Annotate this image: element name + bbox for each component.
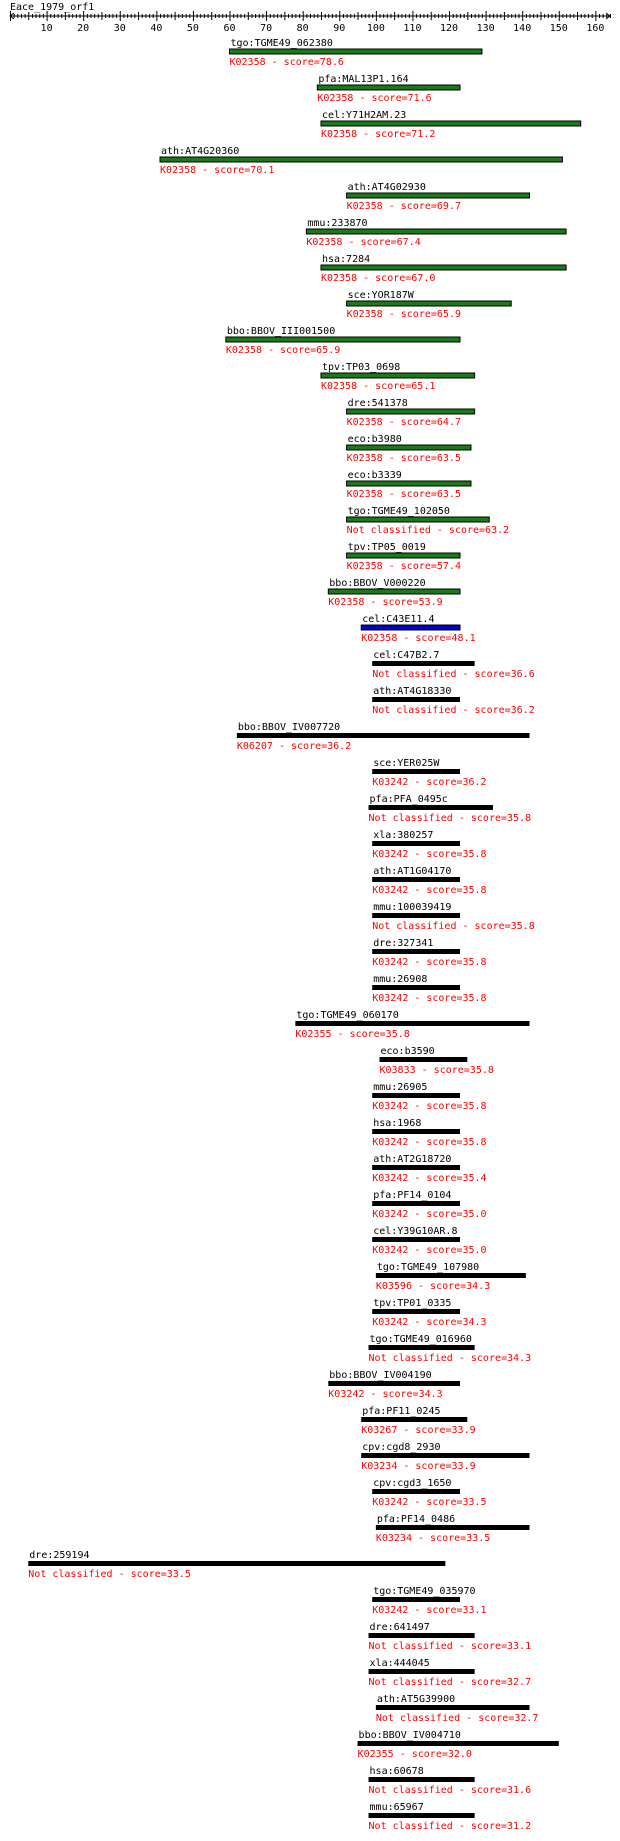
hit-bar	[358, 1741, 559, 1746]
hit-bar	[376, 1273, 526, 1278]
hit-name[interactable]: bbo:BBOV_IV004190	[329, 1370, 432, 1381]
hit-row[interactable]	[358, 1730, 559, 1760]
hit-row[interactable]	[380, 1046, 494, 1076]
hit-row[interactable]	[369, 1802, 532, 1832]
hit-name[interactable]: hsa:60678	[369, 1766, 424, 1777]
hit-ko-score[interactable]: Not classified - score=31.6	[368, 1785, 532, 1796]
hit-name[interactable]: ath:AT4G02930	[347, 182, 426, 193]
hit-row[interactable]	[369, 1658, 532, 1688]
hit-ko-score[interactable]: K03242 - score=35.0	[372, 1209, 487, 1220]
hit-bar	[347, 409, 475, 414]
hit-bar	[295, 1021, 529, 1026]
hit-row[interactable]	[369, 1334, 532, 1364]
hit-ko-score[interactable]: K03242 - score=34.3	[328, 1389, 443, 1400]
hit-ko-score[interactable]: K03242 - score=34.3	[372, 1317, 487, 1328]
hit-name[interactable]: eco:b3339	[347, 470, 402, 481]
hit-bar	[347, 445, 471, 450]
ruler-tick-label: 120	[439, 23, 459, 34]
hit-ko-score[interactable]: K03242 - score=35.8	[372, 849, 487, 860]
hit-bar	[372, 1489, 460, 1494]
hit-name[interactable]: eco:b3980	[347, 434, 402, 445]
hit-bar	[369, 1633, 475, 1638]
hit-ko-score[interactable]: Not classified - score=33.5	[28, 1569, 191, 1580]
hit-name[interactable]: tgo:TGME49_102050	[347, 506, 450, 517]
hit-ko-score[interactable]: K02358 - score=78.6	[229, 57, 344, 68]
hit-bar	[380, 1057, 468, 1062]
hit-bar	[230, 49, 482, 54]
hit-bar	[347, 481, 471, 486]
hit-row[interactable]	[361, 1406, 475, 1436]
hit-name[interactable]: dre:259194	[29, 1550, 90, 1561]
hit-ko-score[interactable]: K02358 - score=65.1	[320, 381, 436, 392]
hit-row[interactable]	[230, 38, 482, 68]
hit-ko-score[interactable]: K02358 - score=69.7	[346, 201, 461, 212]
hit-name[interactable]: eco:b3590	[380, 1046, 435, 1057]
hit-bar	[369, 1669, 475, 1674]
hit-ko-score[interactable]: Not classified - score=35.8	[372, 921, 535, 932]
hit-name[interactable]: sce:YER025W	[373, 758, 440, 769]
ruler-tick-label: 30	[113, 23, 126, 34]
ruler-tick-label: 50	[186, 23, 199, 34]
hit-ko-score[interactable]: Not classified - score=32.7	[375, 1713, 539, 1724]
hit-bar	[376, 1705, 530, 1710]
hit-ko-score[interactable]: K02355 - score=32.0	[357, 1749, 472, 1760]
hit-bar	[160, 157, 562, 162]
hit-bar	[328, 1381, 460, 1386]
hit-row[interactable]	[347, 506, 510, 536]
hit-row[interactable]	[372, 866, 486, 896]
hit-bar	[372, 841, 460, 846]
hit-name[interactable]: hsa:7284	[321, 254, 371, 265]
hit-name[interactable]: tpv:TP01_0335	[373, 1298, 452, 1309]
hit-row[interactable]	[369, 794, 532, 824]
hit-ko-score[interactable]: K03833 - score=35.8	[379, 1065, 494, 1076]
hit-row[interactable]	[328, 578, 460, 608]
hit-name[interactable]: cel:Y71H2AM.23	[321, 110, 407, 121]
hit-name[interactable]: xla:380257	[373, 830, 434, 841]
hit-name[interactable]: tgo:TGME49_107980	[376, 1262, 480, 1273]
hit-name[interactable]: ath:AT1G04170	[373, 866, 452, 877]
hit-bar	[306, 229, 566, 234]
hit-bar	[372, 1129, 460, 1134]
hit-ko-score[interactable]: K02358 - score=63.5	[346, 453, 461, 464]
hit-row[interactable]	[376, 1262, 526, 1292]
hit-row[interactable]	[328, 1370, 460, 1400]
hit-name[interactable]: cel:Y39G10AR.8	[373, 1226, 458, 1237]
hit-ko-score[interactable]: K03242 - score=35.0	[372, 1245, 487, 1256]
hit-ko-score[interactable]: K02358 - score=71.6	[317, 93, 432, 104]
ruler-tick-label: 70	[260, 23, 273, 34]
hit-row[interactable]	[376, 1514, 530, 1544]
ruler-tick-label: 150	[549, 23, 568, 34]
hit-row[interactable]	[372, 1586, 486, 1616]
hit-ko-score[interactable]: K03242 - score=35.8	[372, 885, 487, 896]
hit-name[interactable]: mmu:65967	[369, 1802, 424, 1813]
hit-name[interactable]: tgo:TGME49_016960	[369, 1334, 472, 1345]
hit-row[interactable]	[372, 938, 486, 968]
hit-ko-score[interactable]: K03242 - score=35.8	[372, 993, 487, 1004]
hit-name[interactable]: pfa:PFA_0495c	[369, 794, 448, 805]
hit-bar	[347, 553, 460, 558]
hit-ko-score[interactable]: K02355 - score=35.8	[295, 1029, 410, 1040]
hit-bar	[372, 985, 460, 990]
hit-ko-score[interactable]: K02358 - score=65.9	[225, 345, 341, 356]
hit-bar	[372, 1597, 460, 1602]
hit-row[interactable]	[306, 218, 566, 248]
hit-row[interactable]	[361, 614, 475, 644]
hit-name[interactable]: bbo:BBOV_IV007720	[237, 722, 341, 733]
hit-bar	[361, 1417, 467, 1422]
hit-name[interactable]: tgo:TGME49_062380	[230, 38, 333, 49]
hit-bar	[321, 373, 475, 378]
hit-bar	[369, 1777, 475, 1782]
hit-ko-score[interactable]: K02358 - score=53.9	[328, 597, 443, 608]
hit-name[interactable]: tgo:TGME49_035970	[373, 1586, 476, 1597]
hit-row[interactable]	[372, 902, 535, 932]
hit-ko-score[interactable]: Not classified - score=36.6	[372, 669, 535, 680]
hit-bar	[372, 769, 460, 774]
ruler-tick-label: 90	[333, 23, 346, 34]
hit-name[interactable]: mmu:233870	[307, 218, 368, 229]
hit-row[interactable]	[347, 290, 512, 320]
hit-bar	[369, 1345, 475, 1350]
hit-bar	[372, 661, 474, 666]
hit-ko-score[interactable]: Not classified - score=31.2	[368, 1821, 532, 1832]
hit-name[interactable]: pfa:MAL13P1.164	[318, 74, 409, 85]
hit-row[interactable]	[372, 1154, 486, 1184]
hit-row[interactable]	[372, 1226, 486, 1256]
hit-row[interactable]	[347, 542, 461, 572]
hit-name[interactable]: ath:AT5G39900	[376, 1694, 456, 1705]
hit-bar	[376, 1525, 530, 1530]
hit-row[interactable]	[372, 1190, 486, 1220]
hit-name[interactable]: sce:YOR187W	[347, 290, 414, 301]
hit-name[interactable]: tpv:TP05_0019	[347, 542, 426, 553]
position-ruler	[10, 11, 611, 34]
hit-row[interactable]	[372, 758, 486, 788]
hit-row[interactable]	[372, 1478, 486, 1508]
hit-row[interactable]	[28, 1550, 445, 1580]
hit-bar	[369, 1813, 475, 1818]
hit-name[interactable]: mmu:100039419	[373, 902, 452, 913]
hit-name[interactable]: pfa:PF14_0486	[376, 1514, 456, 1525]
ruler-tick-label: 20	[77, 23, 90, 34]
hit-name[interactable]: dre:641497	[369, 1622, 430, 1633]
hit-ko-score[interactable]: Not classified - score=36.2	[372, 705, 535, 716]
hit-bar	[372, 697, 460, 702]
hit-ko-score[interactable]: K03242 - score=35.8	[372, 957, 487, 968]
hit-ko-score[interactable]: K03242 - score=33.1	[372, 1605, 487, 1616]
hit-name[interactable]: cpv:cgd3_1650	[373, 1478, 452, 1489]
hit-ko-score[interactable]: Not classified - score=35.8	[368, 813, 532, 824]
hit-row[interactable]	[369, 1766, 532, 1796]
ruler-tick-label: 40	[150, 23, 163, 34]
hit-row[interactable]	[226, 326, 460, 356]
hit-bar	[226, 337, 460, 342]
hit-bar	[372, 949, 460, 954]
ruler-tick-label: 110	[403, 23, 422, 34]
hit-ko-score[interactable]: K02358 - score=63.5	[346, 489, 461, 500]
hit-ko-score[interactable]: K03242 - score=35.8	[372, 1101, 487, 1112]
hit-bar	[372, 1309, 460, 1314]
hit-row[interactable]	[372, 830, 486, 860]
hit-name[interactable]: cel:C47B2.7	[373, 650, 440, 661]
hit-row[interactable]	[321, 362, 475, 392]
hit-row[interactable]	[372, 1118, 486, 1148]
hit-ko-score[interactable]: K02358 - score=64.7	[346, 417, 461, 428]
ruler-tick-label: 100	[366, 23, 385, 34]
hit-row[interactable]	[321, 110, 581, 140]
hit-row[interactable]	[347, 434, 471, 464]
hit-name[interactable]: ath:AT2G18720	[373, 1154, 452, 1165]
hit-row[interactable]	[237, 722, 530, 752]
hit-bar	[372, 1165, 460, 1170]
hit-bar	[321, 265, 566, 270]
hit-name[interactable]: tpv:TP03_0698	[321, 362, 401, 373]
ruler-tick-label: 160	[586, 23, 605, 34]
hit-bar	[369, 805, 493, 810]
hit-row[interactable]	[295, 1010, 529, 1040]
hit-bar	[347, 517, 490, 522]
hit-bar	[372, 1237, 460, 1242]
hit-ko-score[interactable]: K03267 - score=33.9	[361, 1425, 476, 1436]
hit-ko-score[interactable]: Not classified - score=63.2	[346, 525, 510, 536]
hit-name[interactable]: hsa:1968	[373, 1118, 422, 1129]
hit-ko-score[interactable]: K03242 - score=35.8	[372, 1137, 487, 1148]
hit-ko-score[interactable]: K02358 - score=67.4	[306, 237, 421, 248]
hit-bar	[347, 193, 530, 198]
ruler-tick-label: 130	[476, 23, 495, 34]
hit-name[interactable]: ath:AT4G20360	[161, 146, 240, 157]
hit-ko-score[interactable]: K03234 - score=33.5	[375, 1533, 491, 1544]
hit-bar	[361, 1453, 529, 1458]
hit-name[interactable]: cpv:cgd8_2930	[362, 1442, 441, 1453]
hit-name[interactable]: pfa:PF11_0245	[362, 1406, 441, 1417]
hit-ko-score[interactable]: K03234 - score=33.9	[361, 1461, 476, 1472]
hit-name[interactable]: tgo:TGME49_060170	[296, 1010, 399, 1021]
ruler-tick-label: 140	[513, 23, 532, 34]
hit-bar	[372, 913, 460, 918]
ruler-tick-label: 60	[223, 23, 236, 34]
hit-name[interactable]: cel:C43E11.4	[362, 614, 435, 625]
query-title: Eace_1979_orf1	[10, 2, 95, 13]
hit-ko-score[interactable]: Not classified - score=34.3	[368, 1353, 532, 1364]
hit-row[interactable]	[317, 74, 460, 104]
hit-bar	[372, 1093, 460, 1098]
hit-ko-score[interactable]: K03596 - score=34.3	[375, 1281, 491, 1292]
hit-ko-score[interactable]: K03242 - score=36.2	[372, 777, 487, 788]
hit-name[interactable]: bbo:BBOV_V000220	[329, 578, 426, 589]
hit-bar	[361, 625, 460, 630]
hit-ko-score[interactable]: K02358 - score=48.1	[361, 633, 476, 644]
hit-ko-score[interactable]: Not classified - score=32.7	[368, 1677, 532, 1688]
hit-name[interactable]: mmu:26905	[373, 1082, 428, 1093]
hit-bar	[317, 85, 460, 90]
hit-row[interactable]	[347, 182, 530, 212]
hit-name[interactable]: bbo:BBOV_IV004710	[358, 1730, 461, 1741]
hit-bar	[328, 589, 460, 594]
ruler-tick-label: 10	[40, 23, 53, 34]
hit-row[interactable]	[372, 650, 535, 680]
hit-name[interactable]: xla:444045	[369, 1658, 430, 1669]
hit-bar	[372, 877, 460, 882]
hit-name[interactable]: bbo:BBOV_III001500	[226, 326, 336, 337]
hit-list	[28, 38, 580, 1832]
hit-row[interactable]	[369, 1622, 532, 1652]
hit-ko-score[interactable]: K02358 - score=57.4	[346, 561, 461, 572]
hit-ko-score[interactable]: K02358 - score=67.0	[320, 273, 436, 284]
ruler-tick-label: 80	[296, 23, 309, 34]
hit-name[interactable]: mmu:26908	[373, 974, 428, 985]
hit-row[interactable]	[372, 1082, 486, 1112]
hit-bar	[28, 1561, 445, 1566]
hit-bar	[321, 121, 581, 126]
hit-ko-score[interactable]: K03242 - score=35.4	[372, 1173, 487, 1184]
hit-row[interactable]	[347, 398, 475, 428]
hit-row[interactable]	[372, 1298, 486, 1328]
hit-row[interactable]	[376, 1694, 539, 1724]
hit-name[interactable]: pfa:PF14_0104	[373, 1190, 452, 1201]
hit-name[interactable]: ath:AT4G18330	[373, 686, 452, 697]
hit-row[interactable]	[372, 974, 486, 1004]
hit-row[interactable]	[160, 146, 562, 176]
hit-bar	[347, 301, 512, 306]
hit-bar	[237, 733, 530, 738]
hit-ko-score[interactable]: K02358 - score=70.1	[160, 165, 275, 176]
hit-ko-score[interactable]: K06207 - score=36.2	[236, 741, 352, 752]
hit-row[interactable]	[372, 686, 535, 716]
hit-row[interactable]	[321, 254, 566, 284]
hit-name[interactable]: dre:327341	[373, 938, 434, 949]
hit-row[interactable]	[361, 1442, 529, 1472]
hit-ko-score[interactable]: K02358 - score=71.2	[320, 129, 436, 140]
hit-ko-score[interactable]: K02358 - score=65.9	[346, 309, 461, 320]
hit-ko-score[interactable]: Not classified - score=33.1	[368, 1641, 532, 1652]
hit-bar	[372, 1201, 460, 1206]
hit-name[interactable]: dre:541378	[347, 398, 408, 409]
hit-row[interactable]	[347, 470, 471, 500]
hit-ko-score[interactable]: K03242 - score=33.5	[372, 1497, 487, 1508]
